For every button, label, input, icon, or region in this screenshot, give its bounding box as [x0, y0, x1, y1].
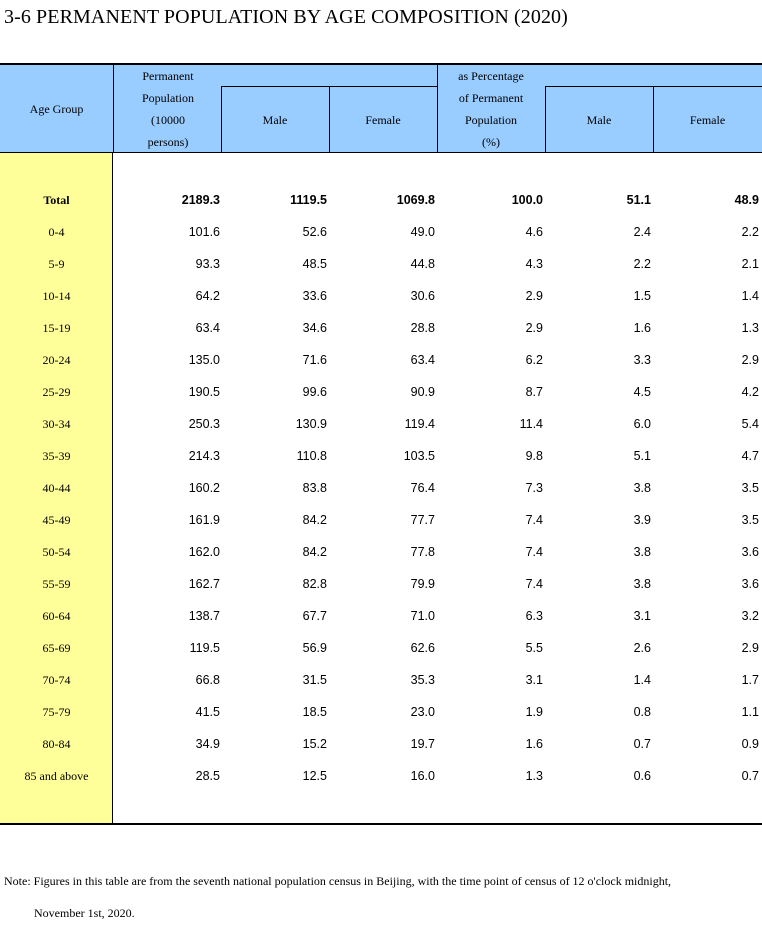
- cell-female: 90.9: [410, 385, 435, 399]
- cell-female: 30.6: [410, 289, 435, 303]
- table-row: [0, 504, 762, 536]
- cell-pct-male: 1.6: [633, 321, 651, 335]
- cell-pct: 3.1: [525, 673, 543, 687]
- cell-male: 130.9: [295, 417, 327, 431]
- cell-male: 83.8: [302, 481, 327, 495]
- age-group-cell: 85 and above: [24, 769, 89, 783]
- header-percentage-line: (%): [482, 135, 500, 149]
- table-row: [0, 760, 762, 792]
- cell-male: 67.7: [302, 609, 327, 623]
- cell-pct-male: 2.2: [633, 257, 651, 271]
- cell-female: 77.7: [410, 513, 435, 527]
- cell-pct-female: 1.3: [741, 321, 759, 335]
- cell-pct-female: 1.1: [741, 705, 759, 719]
- cell-male: 31.5: [302, 673, 327, 687]
- cell-pct: 100.0: [511, 193, 543, 207]
- cell-pop: 138.7: [188, 609, 220, 623]
- age-group-cell: 20-24: [42, 353, 71, 367]
- cell-pop: 190.5: [188, 385, 220, 399]
- cell-pct: 7.3: [525, 481, 543, 495]
- cell-male: 34.6: [302, 321, 327, 335]
- cell-pop: 162.0: [188, 545, 220, 559]
- header-percentage-line: as Percentage: [458, 69, 524, 83]
- cell-pct: 1.9: [525, 705, 543, 719]
- header-male: Male: [262, 113, 288, 127]
- cell-pop: 34.9: [195, 737, 220, 751]
- cell-female: 79.9: [410, 577, 435, 591]
- cell-pct: 2.9: [525, 321, 543, 335]
- cell-pct-female: 48.9: [734, 193, 759, 207]
- cell-pct-female: 4.7: [741, 449, 759, 463]
- table-row: [0, 248, 762, 280]
- table-row: [0, 472, 762, 504]
- header-percentage: [438, 65, 544, 153]
- header-permanent-population-line: (10000: [151, 113, 185, 127]
- table-row: [0, 312, 762, 344]
- cell-pct: 7.4: [525, 577, 543, 591]
- age-group-cell: 75-79: [42, 705, 71, 719]
- cell-male: 84.2: [302, 545, 327, 559]
- cell-pct-female: 3.6: [741, 545, 759, 559]
- header-pct-male: Male: [586, 113, 612, 127]
- cell-pct: 7.4: [525, 513, 543, 527]
- cell-pct-male: 2.6: [633, 641, 651, 655]
- cell-male: 82.8: [302, 577, 327, 591]
- header-percentage-line: of Permanent: [458, 91, 524, 105]
- cell-female: 76.4: [410, 481, 435, 495]
- cell-pct-male: 3.9: [633, 513, 651, 527]
- cell-pop: 135.0: [188, 353, 220, 367]
- cell-female: 19.7: [410, 737, 435, 751]
- header-female: Female: [365, 113, 401, 127]
- age-group-cell: 60-64: [42, 609, 71, 623]
- cell-pct: 8.7: [525, 385, 543, 399]
- header-pct-female: Female: [689, 113, 726, 127]
- cell-male: 1119.5: [290, 193, 327, 207]
- cell-pct-male: 1.4: [633, 673, 651, 687]
- header-permanent-population: [116, 65, 220, 153]
- cell-female: 49.0: [410, 225, 435, 239]
- cell-pop: 161.9: [188, 513, 220, 527]
- cell-male: 84.2: [302, 513, 327, 527]
- table-header: [0, 65, 762, 153]
- cell-pct-female: 3.5: [741, 481, 759, 495]
- cell-pct: 7.4: [525, 545, 543, 559]
- header-subrule: [545, 86, 762, 87]
- header-age-group: Age Group: [29, 102, 84, 116]
- table-row: [0, 408, 762, 440]
- cell-pop: 66.8: [195, 673, 220, 687]
- cell-pop: 28.5: [195, 769, 220, 783]
- age-group-cell: 50-54: [42, 545, 71, 559]
- cell-female: 35.3: [410, 673, 435, 687]
- table-row: [0, 376, 762, 408]
- cell-pop: 214.3: [188, 449, 220, 463]
- cell-male: 48.5: [302, 257, 327, 271]
- age-group-cell: 55-59: [42, 577, 71, 591]
- cell-pct-male: 51.1: [626, 193, 651, 207]
- cell-pop: 64.2: [195, 289, 220, 303]
- note-line: Note: Figures in this table are from the seventh national population census in Beijing, with the time point of census of 12 o'clock midnight,: [4, 874, 672, 888]
- age-group-cell: 45-49: [42, 513, 71, 527]
- note-line: November 1st, 2020.: [34, 906, 135, 920]
- cell-male: 99.6: [302, 385, 327, 399]
- header-subrule: [221, 86, 437, 87]
- cell-male: 71.6: [302, 353, 327, 367]
- table-bottom-rule: [0, 823, 762, 825]
- table-row: [0, 184, 762, 216]
- age-group-cell: 0-4: [48, 225, 65, 239]
- age-group-cell: 70-74: [42, 673, 71, 687]
- age-group-cell: 10-14: [42, 289, 71, 303]
- cell-pct-female: 0.9: [741, 737, 759, 751]
- age-group-cell: 65-69: [42, 641, 71, 655]
- cell-pct: 11.4: [519, 417, 543, 431]
- table-body: [0, 184, 762, 792]
- cell-pct-male: 5.1: [633, 449, 651, 463]
- cell-pop: 160.2: [188, 481, 220, 495]
- page-title: 3-6 PERMANENT POPULATION BY AGE COMPOSITION (2020): [4, 6, 568, 28]
- cell-pct-male: 3.1: [633, 609, 651, 623]
- cell-pct: 6.2: [525, 353, 543, 367]
- cell-pct: 6.3: [525, 609, 543, 623]
- cell-pct: 9.8: [525, 449, 543, 463]
- cell-pop: 101.6: [188, 225, 220, 239]
- cell-female: 23.0: [410, 705, 435, 719]
- age-group-cell: 80-84: [42, 737, 71, 751]
- cell-female: 103.5: [403, 449, 435, 463]
- cell-pct-female: 1.7: [741, 673, 759, 687]
- cell-male: 56.9: [302, 641, 327, 655]
- cell-pop: 162.7: [188, 577, 220, 591]
- cell-pct-female: 4.2: [741, 385, 759, 399]
- table-row: [0, 568, 762, 600]
- cell-pop: 41.5: [195, 705, 220, 719]
- cell-female: 77.8: [410, 545, 435, 559]
- header-divider: [113, 65, 114, 152]
- table-row: [0, 664, 762, 696]
- cell-pop: 250.3: [188, 417, 220, 431]
- cell-pct-female: 1.4: [741, 289, 759, 303]
- age-group-cell: Total: [43, 193, 70, 207]
- cell-pct-male: 1.5: [633, 289, 651, 303]
- cell-pct-male: 3.3: [633, 353, 651, 367]
- cell-pct-male: 4.5: [633, 385, 651, 399]
- cell-female: 28.8: [410, 321, 435, 335]
- cell-pct-male: 2.4: [633, 225, 651, 239]
- age-group-cell: 40-44: [42, 481, 71, 495]
- cell-pct: 4.3: [525, 257, 543, 271]
- cell-male: 52.6: [302, 225, 327, 239]
- cell-pct: 4.6: [525, 225, 543, 239]
- table-row: [0, 344, 762, 376]
- cell-pct-male: 3.8: [633, 481, 651, 495]
- cell-pop: 63.4: [195, 321, 220, 335]
- cell-female: 44.8: [410, 257, 435, 271]
- age-group-cell: 5-9: [48, 257, 65, 271]
- cell-pct-female: 2.9: [741, 641, 759, 655]
- header-permanent-population-line: Population: [141, 91, 194, 105]
- age-group-cell: 35-39: [42, 449, 71, 463]
- cell-pct: 2.9: [525, 289, 543, 303]
- cell-male: 15.2: [302, 737, 327, 751]
- cell-pop: 119.5: [189, 641, 220, 655]
- cell-female: 62.6: [410, 641, 435, 655]
- cell-pct-female: 2.9: [741, 353, 759, 367]
- cell-pct-female: 3.5: [741, 513, 759, 527]
- header-permanent-population-line: Permanent: [142, 69, 194, 83]
- table-note: [4, 865, 754, 929]
- cell-male: 33.6: [302, 289, 327, 303]
- header-permanent-population-line: persons): [147, 135, 189, 149]
- cell-female: 71.0: [410, 609, 435, 623]
- cell-pct: 1.3: [525, 769, 543, 783]
- cell-pct-male: 3.8: [633, 545, 651, 559]
- age-group-cell: 15-19: [42, 321, 71, 335]
- cell-pct-female: 5.4: [741, 417, 759, 431]
- cell-pop: 2189.3: [181, 193, 220, 207]
- age-group-cell: 25-29: [42, 385, 71, 399]
- table-row: [0, 728, 762, 760]
- cell-female: 119.4: [404, 417, 435, 431]
- cell-pct-female: 3.2: [741, 609, 759, 623]
- cell-female: 16.0: [410, 769, 435, 783]
- cell-male: 110.8: [296, 449, 327, 463]
- cell-pct-male: 0.8: [633, 705, 651, 719]
- cell-pct-male: 0.6: [633, 769, 651, 783]
- cell-female: 63.4: [410, 353, 435, 367]
- cell-pct-female: 2.1: [741, 257, 759, 271]
- cell-pct-female: 2.2: [741, 225, 759, 239]
- cell-pct-male: 0.7: [633, 737, 651, 751]
- table-row: [0, 216, 762, 248]
- cell-pct-male: 3.8: [633, 577, 651, 591]
- cell-pct: 1.6: [525, 737, 543, 751]
- cell-pct-female: 3.6: [741, 577, 759, 591]
- cell-male: 12.5: [302, 769, 327, 783]
- header-percentage-line: Population: [464, 113, 517, 127]
- cell-pct-female: 0.7: [741, 769, 759, 783]
- cell-pct-male: 6.0: [633, 417, 651, 431]
- cell-female: 1069.8: [396, 193, 435, 207]
- cell-pct: 5.5: [525, 641, 543, 655]
- table-row: [0, 280, 762, 312]
- table-row: [0, 600, 762, 632]
- table-row: [0, 696, 762, 728]
- table-row: [0, 632, 762, 664]
- cell-male: 18.5: [302, 705, 327, 719]
- table-row: [0, 536, 762, 568]
- cell-pop: 93.3: [195, 257, 220, 271]
- age-group-cell: 30-34: [42, 417, 71, 431]
- table-row: [0, 440, 762, 472]
